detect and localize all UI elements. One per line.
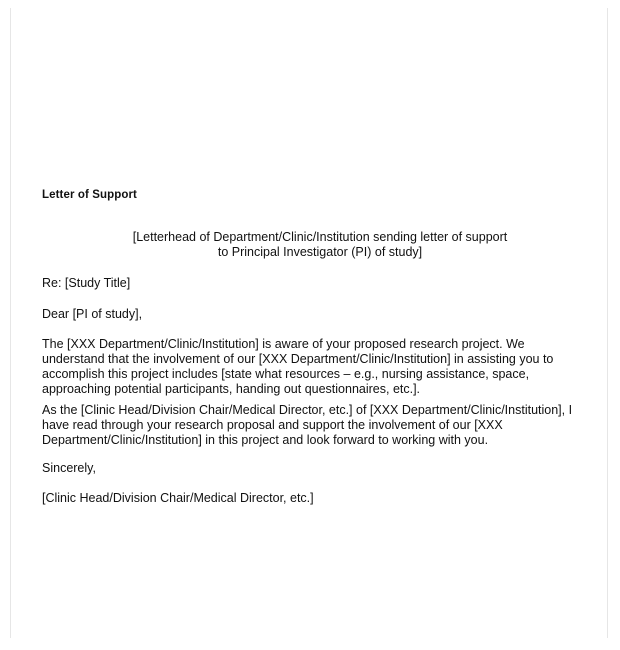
letterhead-line-1: [Letterhead of Department/Clinic/Institution sending letter of support [132, 230, 508, 244]
paragraph-1-line: The [XXX Department/Clinic/Institution] is aware of your proposed research project. We [42, 337, 525, 351]
document-title: Letter of Support [42, 189, 137, 201]
salutation: Dear [PI of study], [42, 307, 143, 321]
paragraph-2 [42, 403, 582, 448]
paragraph-2-line: have read through your research proposal and support the involvement of our [XXX [42, 418, 503, 432]
paragraph-1-line: accomplish this project includes [state what resources – e.g., nursing assistance, space, [42, 367, 530, 381]
letterhead-line-2: to Principal Investigator (PI) of study] [217, 245, 423, 259]
signature: [Clinic Head/Division Chair/Medical Director, etc.] [42, 491, 314, 505]
paragraph-1-line: approaching potential participants, handing out questionnaires, etc.]. [42, 382, 421, 396]
document-page [10, 8, 608, 638]
closing: Sincerely, [42, 461, 96, 475]
paragraph-1-line: understand that the involvement of our [XXX Department/Clinic/Institution] in assisting you to [42, 352, 554, 366]
paragraph-1 [42, 337, 582, 397]
paragraph-2-line: Department/Clinic/Institution] in this project and look forward to working with you. [42, 433, 489, 447]
re-line: Re: [Study Title] [42, 276, 131, 290]
paragraph-2-line: As the [Clinic Head/Division Chair/Medical Director, etc.] of [XXX Department/Clinic/Institution], I [42, 403, 573, 417]
